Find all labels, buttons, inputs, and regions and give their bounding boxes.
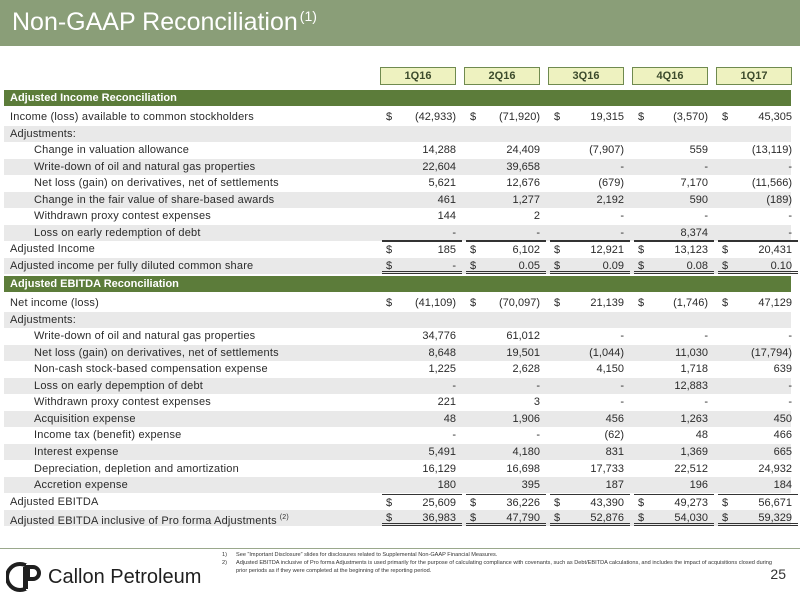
value-cell: 7,170 <box>680 177 708 190</box>
currency-symbol: $ <box>638 259 645 272</box>
value-cell: - <box>620 396 624 409</box>
value-cell: 144 <box>437 210 456 223</box>
footnote: 2) Adjusted EBITDA inclusive of Pro forma Adjustments is used primarily for the purpose of calculating compliance with covenants, such as Debt/EBITDA calculations, and includes the impact of acquisitions closed during prior periods as if they were completed at the beginning of the reporting period. <box>222 560 773 574</box>
currency-symbol: $ <box>386 259 393 272</box>
table-row <box>4 394 791 410</box>
currency-symbol: $ <box>554 512 561 525</box>
value-cell: $ 49,273 <box>634 494 714 510</box>
row-label: Adjustments: <box>10 127 76 140</box>
table-row <box>4 411 791 427</box>
period-header: 3Q16 <box>548 67 624 85</box>
value-cell <box>382 126 462 142</box>
value-cell: - <box>704 330 708 343</box>
table-row <box>4 175 791 191</box>
value-cell: 3 <box>533 396 540 409</box>
value-cell: 639 <box>773 363 792 376</box>
value-cell: 17,733 <box>590 462 624 475</box>
row-label: Depreciation, depletion and amortization <box>34 462 239 475</box>
value-cell: $ (71,920) <box>470 111 540 123</box>
value-cell: $ 36,226 <box>466 494 546 510</box>
currency-symbol: $ <box>638 297 645 309</box>
value-cell: 12,676 <box>506 177 540 190</box>
value-cell: $ 56,671 <box>718 494 798 510</box>
table-row <box>4 208 791 224</box>
value-cell: - <box>788 210 792 223</box>
value-cell: $ (1,746) <box>638 297 708 309</box>
table-row <box>4 241 791 257</box>
value-cell: - <box>788 396 792 409</box>
value-cell <box>466 312 546 328</box>
value-cell: $ 0.08 <box>634 258 714 274</box>
value-cell: 22,604 <box>422 160 456 173</box>
value-cell: 5,621 <box>428 177 456 190</box>
value-cell: $ 45,305 <box>722 111 792 123</box>
row-label: Income tax (benefit) expense <box>34 429 182 442</box>
value-cell: $ 20,431 <box>718 241 798 257</box>
value-cell: 2,628 <box>512 363 540 376</box>
table-row <box>4 510 791 526</box>
currency-symbol: $ <box>554 259 561 272</box>
currency-symbol: $ <box>386 111 393 123</box>
value-cell: $ 54,030 <box>634 510 714 526</box>
currency-symbol: $ <box>722 244 729 257</box>
value-cell: (7,907) <box>589 144 624 157</box>
currency-symbol: $ <box>386 496 393 509</box>
value-cell: 395 <box>521 479 540 492</box>
footnote-marker: (2) <box>279 514 289 522</box>
table-row <box>4 361 791 377</box>
row-label: Accretion expense <box>34 479 128 492</box>
currency-symbol: $ <box>638 512 645 525</box>
value-cell: 2,192 <box>596 193 624 206</box>
value-cell: 1,718 <box>680 363 708 376</box>
page-number: 25 <box>770 566 786 582</box>
footnote: 1) See “Important Disclosure” slides for disclosures related to Supplemental Non-GAAP Financial Measures. <box>222 552 498 558</box>
currency-symbol: $ <box>722 496 729 509</box>
value-cell: $ 0.09 <box>550 258 630 274</box>
value-cell: - <box>620 379 624 392</box>
value-cell: 196 <box>689 479 708 492</box>
table-row <box>4 461 791 477</box>
value-cell: 1,225 <box>428 363 456 376</box>
table-row <box>4 312 791 328</box>
table-row <box>4 159 791 175</box>
table-row <box>4 142 791 158</box>
value-cell: 8,648 <box>428 346 456 359</box>
value-cell: 19,501 <box>506 346 540 359</box>
currency-symbol: $ <box>722 259 729 272</box>
value-cell <box>634 312 714 328</box>
period-header: 2Q16 <box>464 67 540 85</box>
row-label: Withdrawn proxy contest expenses <box>34 210 211 223</box>
row-label: Acquisition expense <box>34 412 136 425</box>
table-row <box>4 258 791 274</box>
row-label: Non-cash stock-based compensation expense <box>34 363 268 376</box>
value-cell: 48 <box>443 412 456 425</box>
row-label: Interest expense <box>34 445 119 458</box>
value-cell: $ 185 <box>382 241 462 257</box>
value-cell: 24,932 <box>758 462 792 475</box>
currency-symbol: $ <box>638 496 645 509</box>
value-cell: 48 <box>695 429 708 442</box>
value-cell <box>718 312 798 328</box>
row-label: Adjusted Income <box>10 243 95 256</box>
table-row <box>4 477 791 493</box>
table-row <box>4 225 791 241</box>
title-bar <box>0 0 800 46</box>
table-row <box>4 444 791 460</box>
row-label: Withdrawn proxy contest expenses <box>34 396 211 409</box>
value-cell: 61,012 <box>506 330 540 343</box>
value-cell: 456 <box>605 412 624 425</box>
value-cell: 184 <box>773 479 792 492</box>
value-cell: 11,030 <box>675 346 708 359</box>
value-cell: - <box>788 330 792 343</box>
table-row <box>4 494 791 510</box>
value-cell: (1,044) <box>589 346 624 359</box>
value-cell: - <box>466 225 546 241</box>
value-cell: $ 52,876 <box>550 510 630 526</box>
value-cell: (17,794) <box>751 346 792 359</box>
value-cell: - <box>620 160 624 173</box>
currency-symbol: $ <box>470 512 477 525</box>
row-label: Adjustments: <box>10 313 76 326</box>
value-cell <box>634 126 714 142</box>
value-cell: - <box>704 396 708 409</box>
table-row <box>4 378 791 394</box>
row-label: Change in valuation allowance <box>34 144 190 157</box>
table-row <box>4 109 791 125</box>
value-cell: 5,491 <box>428 445 456 458</box>
value-cell: 1,277 <box>512 193 540 206</box>
value-cell: 1,263 <box>680 412 708 425</box>
value-cell: (189) <box>766 193 792 206</box>
value-cell: $ 47,129 <box>722 297 792 309</box>
table-row <box>4 192 791 208</box>
row-label: Change in the fair value of share-based awards <box>34 193 275 206</box>
value-cell: $ 0.10 <box>718 258 798 274</box>
table-row <box>4 345 791 361</box>
value-cell: 590 <box>689 193 708 206</box>
value-cell: 14,288 <box>422 144 456 157</box>
value-cell: 461 <box>437 193 456 206</box>
value-cell <box>550 126 630 142</box>
callon-logo-icon <box>6 561 42 593</box>
value-cell: 665 <box>773 445 792 458</box>
value-cell: 466 <box>773 429 792 442</box>
value-cell: 180 <box>437 479 456 492</box>
section-title: Adjusted EBITDA Reconciliation <box>4 276 791 292</box>
period-header: 1Q16 <box>380 67 456 85</box>
value-cell: 16,129 <box>422 462 456 475</box>
value-cell: $ 13,123 <box>634 241 714 257</box>
value-cell: 450 <box>773 412 792 425</box>
value-cell: $ (3,570) <box>638 111 708 123</box>
value-cell: 1,906 <box>512 412 540 425</box>
value-cell: $ 12,921 <box>550 241 630 257</box>
value-cell: - <box>452 429 456 442</box>
value-cell: 16,698 <box>506 462 540 475</box>
section-title: Adjusted Income Reconciliation <box>4 90 791 106</box>
value-cell <box>382 312 462 328</box>
currency-symbol: $ <box>470 297 477 309</box>
currency-symbol: $ <box>638 244 645 257</box>
currency-symbol: $ <box>554 297 561 309</box>
page-title: Non-GAAP Reconciliation $^{(1)}$ <box>12 8 317 36</box>
value-cell <box>550 312 630 328</box>
value-cell: 831 <box>605 445 624 458</box>
value-cell: - <box>382 225 462 241</box>
row-label: Net loss (gain) on derivatives, net of settlements <box>34 177 279 190</box>
currency-symbol: $ <box>386 512 393 525</box>
value-cell: - <box>452 379 456 392</box>
value-cell: 2 <box>533 210 540 223</box>
currency-symbol: $ <box>554 496 561 509</box>
row-label: Adjusted EBITDA <box>10 495 99 508</box>
value-cell: 559 <box>689 144 708 157</box>
value-cell: 187 <box>605 479 624 492</box>
currency-symbol: $ <box>470 111 477 123</box>
row-label: Adjusted EBITDA inclusive of Pro forma Adjustments $^{(2)}$ <box>10 514 289 528</box>
period-headers <box>0 67 800 85</box>
value-cell: - <box>704 210 708 223</box>
value-cell: 8,374 <box>634 225 714 241</box>
company-logo <box>6 561 206 593</box>
currency-symbol: $ <box>638 111 645 123</box>
value-cell: 22,512 <box>674 462 708 475</box>
row-label: Income (loss) available to common stockholders <box>10 111 254 123</box>
value-cell: - <box>718 225 798 241</box>
row-label: Write-down of oil and natural gas properties <box>34 160 256 173</box>
currency-symbol: $ <box>386 297 393 309</box>
value-cell: (62) <box>604 429 624 442</box>
footer-divider <box>0 548 800 549</box>
currency-symbol: $ <box>470 496 477 509</box>
value-cell: $ 43,390 <box>550 494 630 510</box>
table-row <box>4 295 791 311</box>
row-label: Loss on early redemption of debt <box>34 226 201 239</box>
title-footnote-marker: (1) <box>299 8 317 24</box>
row-label: Net income (loss) <box>10 297 99 309</box>
value-cell: 4,150 <box>596 363 624 376</box>
value-cell: - <box>620 330 624 343</box>
value-cell: - <box>550 225 630 241</box>
value-cell: $ 19,315 <box>554 111 624 123</box>
value-cell: (679) <box>598 177 624 190</box>
value-cell: 34,776 <box>422 330 456 343</box>
value-cell: - <box>536 379 540 392</box>
table-row <box>4 328 791 344</box>
currency-symbol: $ <box>722 512 729 525</box>
value-cell: $ 6,102 <box>466 241 546 257</box>
currency-symbol: $ <box>470 259 477 272</box>
value-cell: $ (42,933) <box>386 111 456 123</box>
value-cell: - <box>704 160 708 173</box>
row-label: Adjusted income per fully diluted common share <box>10 259 254 272</box>
value-cell: $ 36,983 <box>382 510 462 526</box>
row-label: Write-down of oil and natural gas properties <box>34 330 256 343</box>
currency-symbol: $ <box>554 244 561 257</box>
company-name: Callon Petroleum <box>48 566 202 588</box>
period-header: 4Q16 <box>632 67 708 85</box>
row-label: Net loss (gain) on derivatives, net of settlements <box>34 346 279 359</box>
value-cell: - <box>620 210 624 223</box>
value-cell: $ 59,329 <box>718 510 798 526</box>
value-cell <box>718 126 798 142</box>
currency-symbol: $ <box>470 244 477 257</box>
currency-symbol: $ <box>554 111 561 123</box>
value-cell <box>466 126 546 142</box>
value-cell: $ 21,139 <box>554 297 624 309</box>
value-cell: $ (70,097) <box>470 297 540 309</box>
value-cell: 24,409 <box>506 144 540 157</box>
value-cell: - <box>788 379 792 392</box>
row-label: Loss on early depemption of debt <box>34 379 204 392</box>
value-cell: $ 0.05 <box>466 258 546 274</box>
currency-symbol: $ <box>722 297 729 309</box>
footnotes <box>222 551 782 575</box>
table-row <box>4 427 791 443</box>
currency-symbol: $ <box>722 111 729 123</box>
value-cell: - <box>788 160 792 173</box>
value-cell: 39,658 <box>506 160 540 173</box>
value-cell: - <box>536 429 540 442</box>
value-cell: (11,566) <box>751 177 792 190</box>
value-cell: $ 47,790 <box>466 510 546 526</box>
value-cell: 1,369 <box>680 445 708 458</box>
value-cell: 221 <box>437 396 456 409</box>
value-cell: $ 25,609 <box>382 494 462 510</box>
value-cell: 12,883 <box>674 379 708 392</box>
value-cell: (13,119) <box>751 144 792 157</box>
value-cell: 4,180 <box>512 445 540 458</box>
currency-symbol: $ <box>386 244 393 257</box>
period-header: 1Q17 <box>716 67 792 85</box>
table-row <box>4 126 791 142</box>
value-cell: $ (41,109) <box>386 297 456 309</box>
value-cell: $ - <box>382 258 462 274</box>
